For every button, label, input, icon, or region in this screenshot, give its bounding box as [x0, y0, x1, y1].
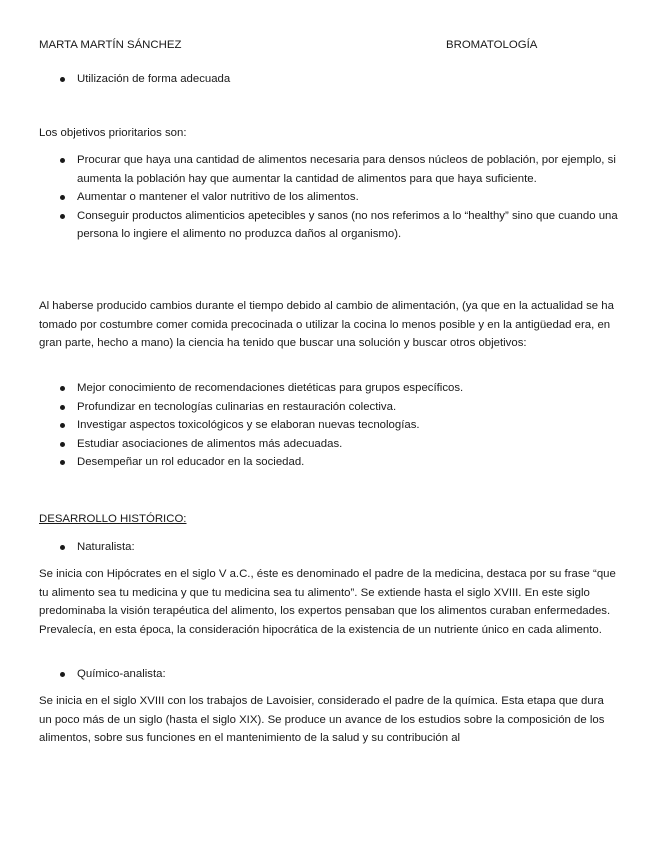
changes-paragraph: Al haberse producido cambios durante el tiempo debido al cambio de alimentación, (ya que en la actualidad se ha tomado por costumbre comer comida precocinada o utilizar la cocina lo menos posible y en la antigüedad era, en gran parte, hecho a mano) la ciencia ha tenido que buscar una solución y buscar otros objetivos: — [39, 300, 614, 349]
list-item: Investigar aspectos toxicológicos y se elaboran nuevas tecnologías. — [39, 416, 619, 435]
author-name: MARTA MARTÍN SÁNCHEZ — [39, 39, 182, 51]
objectives-lead: Los objetivos prioritarios son: — [39, 127, 187, 139]
list-item: Mejor conocimiento de recomendaciones dietéticas para grupos específicos. — [39, 379, 619, 398]
stage1-list — [39, 538, 619, 557]
list-item: Profundizar en tecnologías culinarias en restauración colectiva. — [39, 398, 619, 417]
intro-list — [39, 70, 619, 89]
page-header — [39, 39, 615, 55]
stage2-label: Químico-analista: — [39, 665, 619, 684]
subject-title: BROMATOLOGÍA — [446, 39, 538, 51]
stage1-label: Naturalista: — [39, 538, 619, 557]
list-item: Aumentar o mantener el valor nutritivo de los alimentos. — [39, 188, 619, 207]
stage1-paragraph: Se inicia con Hipócrates en el siglo V a.C., éste es denominado el padre de la medicina, destaca por su frase “que tu alimento sea tu medicina y que tu medicina sea tu alimento”. Se extiende hasta el siglo XVIII. En este siglo predominaba la visión terapéutica del alimento, los expertos pensaban que los alimentos curaban enfermedades. Prevalecía, en esta época, la consideración hipocrática de la existencia de un nutriente único en cada alimento. — [39, 568, 616, 636]
new-objectives-list — [39, 379, 619, 472]
list-item: Utilización de forma adecuada — [39, 70, 619, 89]
list-item: Conseguir productos alimenticios apetecibles y sanos (no nos referimos a lo “healthy” sino que cuando una persona lo ingiere el alimento no produzca daños al organismo). — [39, 207, 619, 244]
list-item: Procurar que haya una cantidad de alimentos necesaria para densos núcleos de población, por ejemplo, si aumenta la población hay que aumentar la cantidad de alimentos para que haya suficiente. — [39, 151, 619, 188]
stage2-paragraph: Se inicia en el siglo XVIII con los trabajos de Lavoisier, considerado el padre de la química. Esta etapa que dura un poco más de un siglo (hasta el siglo XIX). Se produce un avance de los estudios sobre la composición de los alimentos, sobre sus funciones en el mantenimiento de la salud y su contribución al — [39, 695, 605, 744]
list-item: Estudiar asociaciones de alimentos más adecuadas. — [39, 435, 619, 454]
objectives-list — [39, 151, 619, 244]
stage2-list — [39, 665, 619, 684]
list-item: Desempeñar un rol educador en la sociedad. — [39, 453, 619, 472]
history-heading: DESARROLLO HISTÓRICO: — [39, 513, 187, 525]
